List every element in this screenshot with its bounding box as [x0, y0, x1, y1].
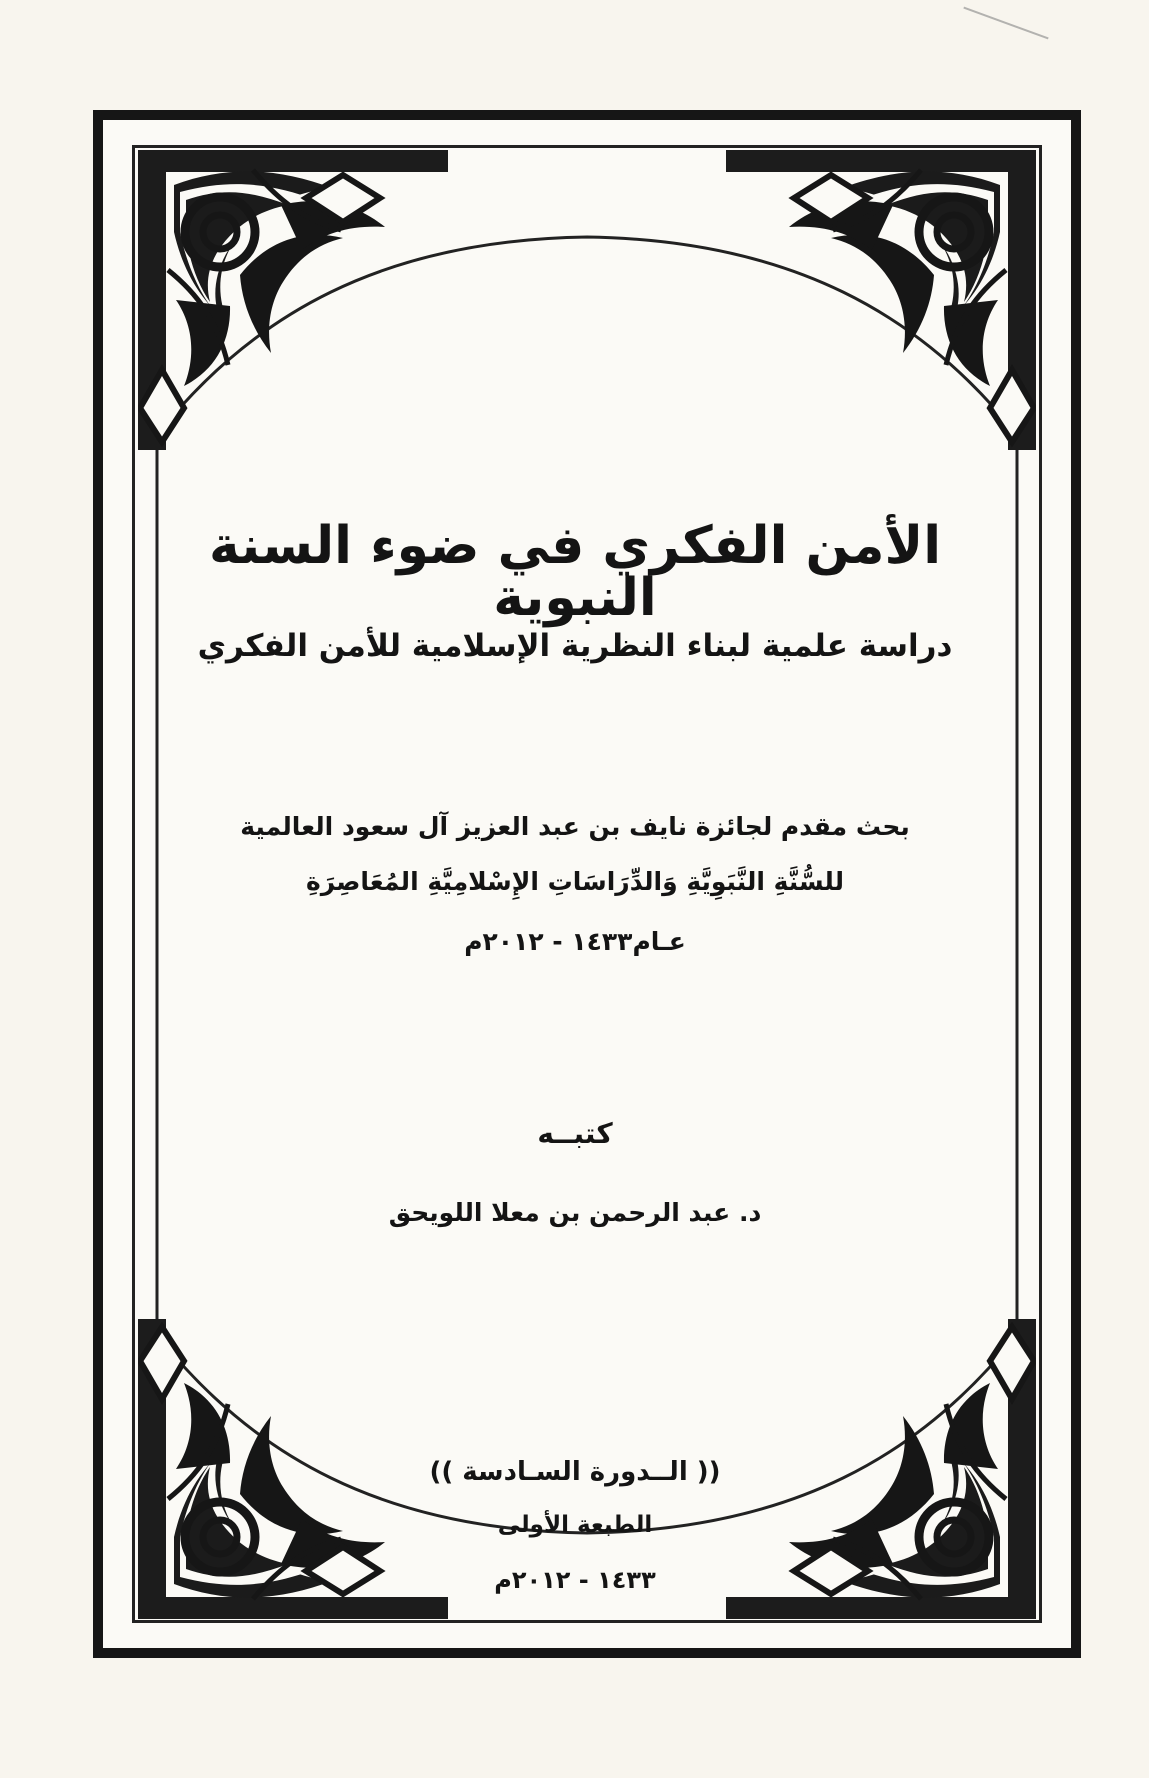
top-right-arabesque-icon — [726, 150, 1036, 450]
top-left-arabesque-icon — [138, 150, 448, 450]
session-label: (( الــدورة السـادسة )) — [429, 1457, 721, 1487]
author-name: د. عبد الرحمن بن معلا اللويحق — [388, 1198, 762, 1227]
byline: كتبــه — [537, 1117, 613, 1150]
book-title: الأمن الفكري في ضوء السنة النبوية — [208, 516, 942, 628]
award-year: عـام١٤٣٣ - ٢٠١٢م — [464, 927, 686, 956]
book-subtitle: دراسة علمية لبناء النظرية الإسلامية للأمن الفكري — [197, 628, 953, 664]
award-name: للسُّنَّةِ النَّبَوِيَّةِ وَالدِّرَاسَاتِ الإِسْلامِيَّةِ المُعَاصِرَةِ — [305, 867, 845, 896]
edition-label: الطبعة الأولى — [497, 1512, 653, 1538]
scan-mark — [963, 7, 1048, 40]
submission-note: بحث مقدم لجائزة نايف بن عبد العزيز آل سعود العالمية — [240, 812, 910, 841]
edition-year: ١٤٣٣ - ٢٠١٢م — [494, 1566, 656, 1594]
